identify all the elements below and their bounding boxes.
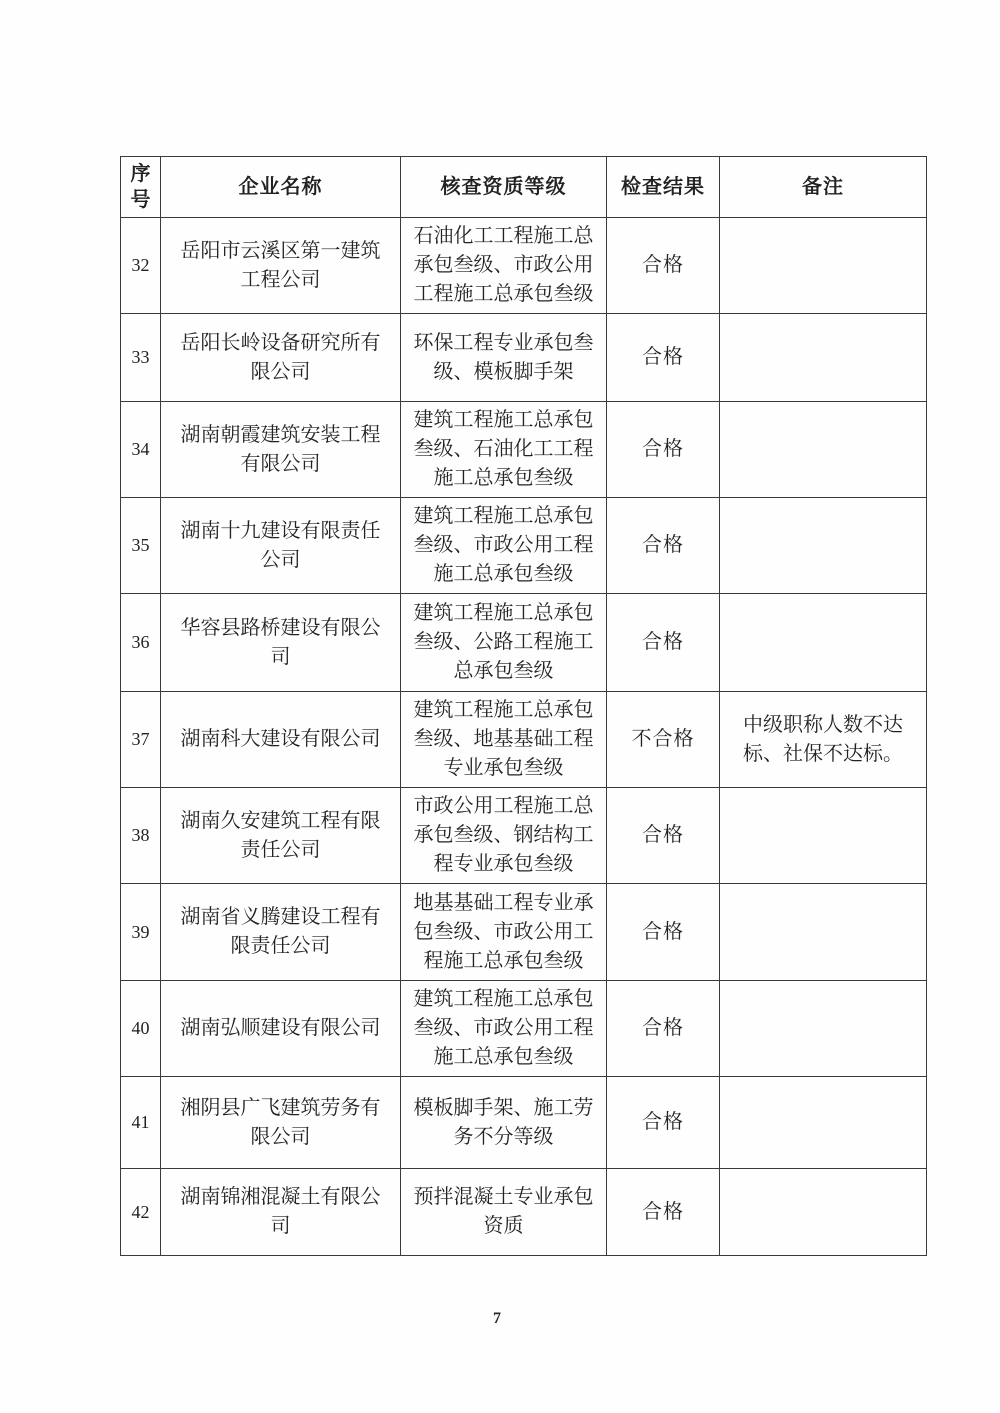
result-cell: 合格	[607, 1077, 720, 1169]
result-cell: 合格	[607, 314, 720, 402]
qualification-cell: 石油化工工程施工总承包叁级、市政公用工程施工总承包叁级	[401, 218, 607, 314]
company-cell: 湖南锦湘混凝土有限公司	[161, 1169, 401, 1256]
company-cell: 湖南久安建筑工程有限责任公司	[161, 788, 401, 884]
page-number: 7	[493, 1310, 501, 1327]
result-cell: 不合格	[607, 692, 720, 788]
company-cell: 湖南朝霞建筑安装工程有限公司	[161, 402, 401, 498]
company-cell: 湖南十九建设有限责任公司	[161, 498, 401, 594]
remark-cell: 中级职称人数不达标、社保不达标。	[720, 692, 927, 788]
remark-cell	[720, 594, 927, 692]
col-header-company: 企业名称	[161, 157, 401, 218]
table-row	[121, 884, 927, 981]
qualification-cell: 模板脚手架、施工劳务不分等级	[401, 1077, 607, 1169]
table-row	[121, 692, 927, 788]
table-header	[121, 157, 927, 218]
company-cell: 岳阳长岭设备研究所有限公司	[161, 314, 401, 402]
table-body	[121, 218, 927, 1256]
remark-cell	[720, 314, 927, 402]
serial-cell: 33	[121, 314, 161, 402]
col-header-remark: 备注	[720, 157, 927, 218]
qualification-cell: 建筑工程施工总承包叁级、市政公用工程施工总承包叁级	[401, 981, 607, 1077]
qualification-cell: 预拌混凝土专业承包资质	[401, 1169, 607, 1256]
qualification-cell: 建筑工程施工总承包叁级、市政公用工程施工总承包叁级	[401, 498, 607, 594]
qualification-cell: 地基基础工程专业承包叁级、市政公用工程施工总承包叁级	[401, 884, 607, 981]
table-row	[121, 402, 927, 498]
company-cell: 湖南科大建设有限公司	[161, 692, 401, 788]
result-cell: 合格	[607, 594, 720, 692]
remark-cell	[720, 981, 927, 1077]
table-row	[121, 981, 927, 1077]
serial-cell: 40	[121, 981, 161, 1077]
qualification-cell: 市政公用工程施工总承包叁级、钢结构工程专业承包叁级	[401, 788, 607, 884]
qualification-cell: 建筑工程施工总承包叁级、石油化工工程施工总承包叁级	[401, 402, 607, 498]
result-cell: 合格	[607, 498, 720, 594]
remark-cell	[720, 1169, 927, 1256]
remark-cell	[720, 402, 927, 498]
serial-cell: 37	[121, 692, 161, 788]
result-cell: 合格	[607, 788, 720, 884]
header-row	[121, 157, 927, 218]
remark-cell	[720, 498, 927, 594]
company-cell: 湘阴县广飞建筑劳务有限公司	[161, 1077, 401, 1169]
serial-cell: 42	[121, 1169, 161, 1256]
serial-cell: 35	[121, 498, 161, 594]
result-cell: 合格	[607, 218, 720, 314]
company-cell: 湖南省义腾建设工程有限责任公司	[161, 884, 401, 981]
table-row	[121, 498, 927, 594]
serial-cell: 39	[121, 884, 161, 981]
col-header-serial: 序号	[121, 157, 161, 218]
inspection-results-table	[120, 156, 927, 1256]
qualification-cell: 环保工程专业承包叁级、模板脚手架	[401, 314, 607, 402]
col-header-result: 检查结果	[607, 157, 720, 218]
company-cell: 华容县路桥建设有限公司	[161, 594, 401, 692]
qualification-cell: 建筑工程施工总承包叁级、公路工程施工总承包叁级	[401, 594, 607, 692]
serial-cell: 41	[121, 1077, 161, 1169]
remark-cell	[720, 218, 927, 314]
result-cell: 合格	[607, 884, 720, 981]
result-cell: 合格	[607, 402, 720, 498]
company-cell: 岳阳市云溪区第一建筑工程公司	[161, 218, 401, 314]
qualification-cell: 建筑工程施工总承包叁级、地基基础工程专业承包叁级	[401, 692, 607, 788]
serial-cell: 38	[121, 788, 161, 884]
table-row	[121, 1169, 927, 1256]
serial-cell: 34	[121, 402, 161, 498]
table-row	[121, 218, 927, 314]
remark-cell	[720, 884, 927, 981]
result-cell: 合格	[607, 981, 720, 1077]
table-row	[121, 1077, 927, 1169]
table-row	[121, 788, 927, 884]
remark-cell	[720, 1077, 927, 1169]
table-row	[121, 314, 927, 402]
col-header-qualification: 核查资质等级	[401, 157, 607, 218]
company-cell: 湖南弘顺建设有限公司	[161, 981, 401, 1077]
serial-cell: 32	[121, 218, 161, 314]
table-row	[121, 594, 927, 692]
remark-cell	[720, 788, 927, 884]
result-cell: 合格	[607, 1169, 720, 1256]
serial-cell: 36	[121, 594, 161, 692]
